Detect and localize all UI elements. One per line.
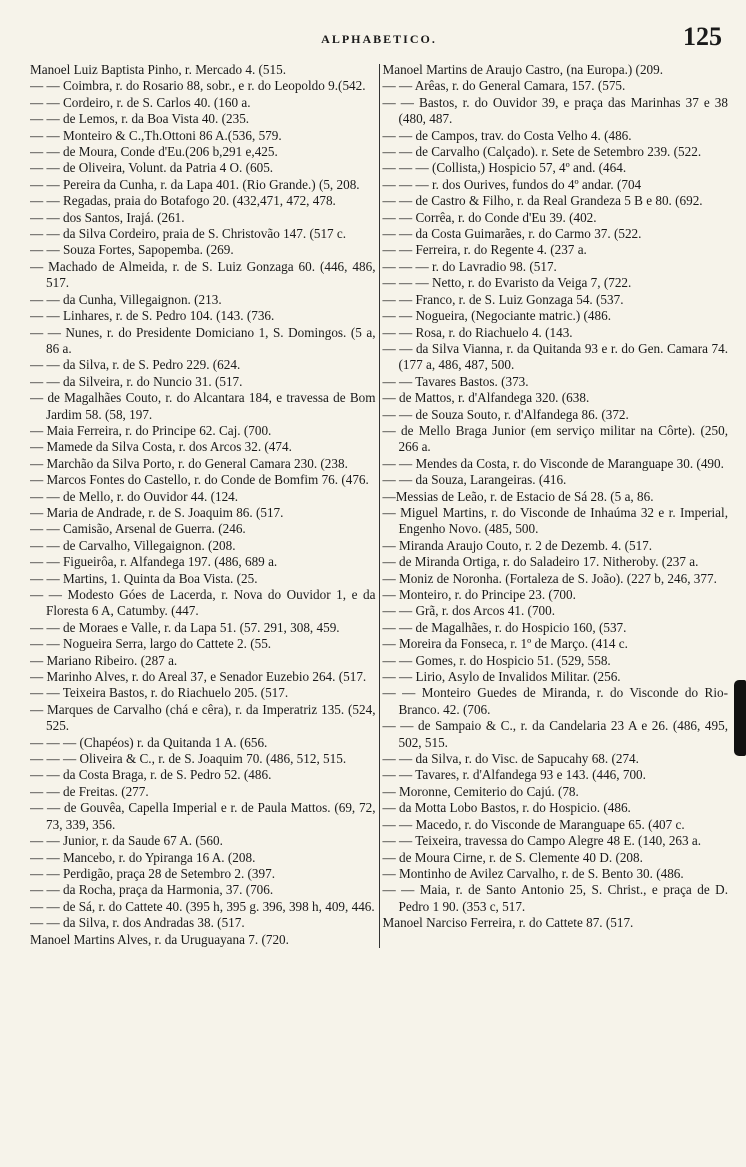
directory-entry: Manoel Luiz Baptista Pinho, r. Mercado 4. (515. <box>30 62 287 77</box>
directory-entry: Manoel Martins de Araujo Castro, (na Europa.) (209. <box>382 62 664 77</box>
directory-entry: — — da Silva Cordeiro, praia de S. Christovão 147. (517 c. <box>30 226 347 242</box>
directory-entry: — — de Castro & Filho, r. da Real Grandeza 5 B e 80. (692. <box>382 193 703 209</box>
directory-entry: — — Bastos, r. do Ouvidor 39, e praça das Marinhas 37 e 38 (480, 487. <box>382 94 728 127</box>
directory-entry: — — Monteiro & C.,Th.Ottoni 86 A.(536, 579. <box>30 127 282 143</box>
directory-entry: — — — r. do Lavradio 98. (517. <box>382 258 557 274</box>
directory-entry: — — de Campos, trav. do Costa Velho 4. (486. <box>382 127 632 143</box>
directory-entry: — — — Netto, r. do Evaristo da Veiga 7, (722. <box>382 275 632 291</box>
running-title: ALPHABETICO. <box>321 32 437 46</box>
page-number: 125 <box>683 22 722 51</box>
directory-entry: — — de Moraes e Valle, r. da Lapa 51. (57. 291, 308, 459. <box>30 619 340 635</box>
directory-entry: — — de Gouvêa, Capella Imperial e r. de Paula Mattos. (69, 72, 73, 339, 356. <box>30 800 376 832</box>
directory-entry: — — da Silva, r. dos Andradas 38. (517. <box>30 915 245 931</box>
directory-entry: — — de Magalhães, r. do Hospicio 160, (537. <box>382 619 627 635</box>
directory-entry: — — Franco, r. de S. Luiz Gonzaga 54. (537. <box>382 291 624 307</box>
directory-entry: — — — (Collista,) Hospicio 57, 4º and. (464. <box>382 160 627 176</box>
directory-entry: — de Moura Cirne, r. de S. Clemente 40 D. (208. <box>382 849 643 865</box>
directory-entry: —Messias de Leão, r. de Estacio de Sá 28. (5 a, 86. <box>382 488 654 504</box>
directory-entry: — — de Sampaio & C., r. da Candelaria 23 A e 26. (486, 495, 502, 515. <box>382 718 728 750</box>
directory-entry: — — de Carvalho (Calçado). r. Sete de Setembro 239. (522. <box>382 144 702 160</box>
directory-entry: — — da Cunha, Villegaignon. (213. <box>30 291 222 307</box>
directory-entry: — — de Lemos, r. da Boa Vista 40. (235. <box>30 111 250 127</box>
directory-entry: — — Nogueira, (Negociante matric.) (486. <box>382 308 612 324</box>
directory-entry: — — de Sá, r. do Cattete 40. (395 h, 395 g. 396, 398 h, 409, 446. <box>30 898 375 914</box>
page-edge-mark <box>734 680 746 756</box>
directory-entry: — — Monteiro Guedes de Miranda, r. do Visconde do Rio-Branco. 42. (706. <box>382 685 728 717</box>
directory-entry: — Miranda Araujo Couto, r. 2 de Dezemb. 4. (517. <box>382 537 653 553</box>
page-header <box>30 18 728 62</box>
directory-entry: — — de Oliveira, Volunt. da Patria 4 O. (605. <box>30 160 274 176</box>
directory-entry: — Marques de Carvalho (chá e cêra), r. da Imperatriz 135. (524, 525. <box>30 701 376 734</box>
directory-entry: — — Rosa, r. do Riachuelo 4. (143. <box>382 324 573 340</box>
directory-entry: — — Nunes, r. do Presidente Domiciano 1, S. Domingos. (5 a, 86 a. <box>30 324 376 356</box>
directory-entry: — — Camisão, Arsenal de Guerra. (246. <box>30 521 246 537</box>
directory-entry: — — Tavares, r. d'Alfandega 93 e 143. (446, 700. <box>382 767 646 783</box>
directory-entry: — — Regadas, praia do Botafogo 20. (432,471, 472, 478. <box>30 193 336 209</box>
directory-entry: Manoel Martins Alves, r. da Uruguayana 7. (720. <box>30 931 289 947</box>
directory-entry: — — da Costa Braga, r. de S. Pedro 52. (486. <box>30 767 272 783</box>
directory-entry: — — Mancebo, r. do Ypiranga 16 A. (208. <box>30 849 256 865</box>
directory-entry: — — Coimbra, r. do Rosario 88, sobr., e r. do Leopoldo 9.(542. <box>30 78 366 94</box>
directory-entry: — Maia Ferreira, r. do Principe 62. Caj. (700. <box>30 422 272 438</box>
directory-entry: — Machado de Almeida, r. de S. Luiz Gonzaga 60. (446, 486, 517. <box>30 258 376 291</box>
directory-entry: — Maria de Andrade, r. de S. Joaquim 86. (517. <box>30 504 284 520</box>
directory-entry: — Moniz de Noronha. (Fortaleza de S. João). (227 b, 246, 377. <box>382 570 717 586</box>
directory-entry: — Miguel Martins, r. do Visconde de Inhaúma 32 e r. Imperial, Engenho Novo. (485, 500. <box>382 504 728 537</box>
directory-entry: — — — r. dos Ourives, fundos do 4º andar. (704 <box>382 176 642 192</box>
directory-entry: — — — (Chapéos) r. da Quitanda 1 A. (656. <box>30 734 268 750</box>
directory-entry: — — Modesto Góes de Lacerda, r. Nova do Ouvidor 1, e da Floresta 6 A, Catumby. (447. <box>30 587 376 619</box>
directory-entry: — — Figueirôa, r. Alfandega 197. (486, 689 a. <box>30 554 278 570</box>
directory-entry: — — da Costa Guimarães, r. do Carmo 37. (522. <box>382 226 642 242</box>
directory-entry: — — Junior, r. da Saude 67 A. (560. <box>30 833 223 849</box>
directory-entry: — Moreira da Fonseca, r. 1º de Março. (414 c. <box>382 636 628 652</box>
directory-entry: — — Maia, r. de Santo Antonio 25, S. Christ., e praça de D. Pedro 1 90. (353 c, 517. <box>382 882 728 914</box>
directory-entry: — — Arêas, r. do General Camara, 157. (575. <box>382 78 626 94</box>
directory-entry: — — Perdigão, praça 28 de Setembro 2. (397. <box>30 865 276 881</box>
directory-entry: — — da Rocha, praça da Harmonia, 37. (706. <box>30 882 274 898</box>
directory-entry: — — da Silva, r. do Visc. de Sapucahy 68. (274. <box>382 751 639 767</box>
directory-entry: — Monteiro, r. do Principe 23. (700. <box>382 587 576 602</box>
directory-entry: — — Martins, 1. Quinta da Boa Vista. (25. <box>30 570 258 586</box>
directory-entry: — — da Silveira, r. do Nuncio 31. (517. <box>30 373 243 389</box>
directory-entry: — — Cordeiro, r. de S. Carlos 40. (160 a. <box>30 94 251 110</box>
left-column <box>30 62 379 948</box>
directory-entry: — — de Mello, r. do Ouvidor 44. (124. <box>30 488 239 504</box>
directory-entry: — — Pereira da Cunha, r. da Lapa 401. (Rio Grande.) (5, 208. <box>30 176 360 192</box>
directory-entry: — Marinho Alves, r. do Areal 37, e Senador Euzebio 264. (517. <box>30 669 367 685</box>
directory-entry: — de Mattos, r. d'Alfandega 320. (638. <box>382 390 590 406</box>
directory-entry: — — Souza Fortes, Sapopemba. (269. <box>30 242 234 258</box>
directory-entry: — — Ferreira, r. do Regente 4. (237 a. <box>382 242 587 258</box>
directory-entry: — — Corrêa, r. do Conde d'Eu 39. (402. <box>382 209 597 225</box>
directory-entry: Manoel Narciso Ferreira, r. do Cattete 87. (517. <box>382 915 634 931</box>
directory-entry: — — Teixeira Bastos, r. do Riachuelo 205. (517. <box>30 685 289 701</box>
directory-entry: — — — Oliveira & C., r. de S. Joaquim 70. (486, 512, 515. <box>30 751 347 767</box>
directory-entry: — — Lirio, Asylo de Invalidos Militar. (256. <box>382 669 621 685</box>
directory-entry: — Marcos Fontes do Castello, r. do Conde de Bomfim 76. (476. <box>30 472 369 488</box>
directory-entry: — Marchão da Silva Porto, r. do General Camara 230. (238. <box>30 455 348 471</box>
directory-entry: — — Macedo, r. do Visconde de Maranguape 65. (407 c. <box>382 816 685 832</box>
right-column <box>380 62 729 948</box>
directory-entry: — — de Carvalho, Villegaignon. (208. <box>30 537 236 553</box>
directory-entry: — — da Souza, Larangeiras. (416. <box>382 472 567 488</box>
directory-entry: — — dos Santos, Irajá. (261. <box>30 209 185 225</box>
directory-entry: — — Grã, r. dos Arcos 41. (700. <box>382 603 556 619</box>
directory-entry: — — da Silva, r. de S. Pedro 229. (624. <box>30 357 241 373</box>
directory-entry: — — Linhares, r. de S. Pedro 104. (143. (736. <box>30 308 275 324</box>
directory-entry: — Mariano Ribeiro. (287 a. <box>30 652 178 668</box>
directory-entry: — — de Souza Souto, r. d'Alfandega 86. (372. <box>382 406 629 422</box>
directory-entry: — — Nogueira Serra, largo do Cattete 2. (55. <box>30 636 272 652</box>
directory-entry: — de Magalhães Couto, r. do Alcantara 184, e travessa de Bom Jardim 58. (58, 197. <box>30 390 376 422</box>
directory-entry: — Mamede da Silva Costa, r. dos Arcos 32. (474. <box>30 439 292 455</box>
directory-entry: — — de Freitas. (277. <box>30 783 149 799</box>
directory-entry: — — Tavares Bastos. (373. <box>382 373 529 389</box>
directory-entry: — de Miranda Ortiga, r. do Saladeiro 17. Nitheroby. (237 a. <box>382 554 699 570</box>
directory-entry: — de Mello Braga Junior (em serviço militar na Côrte). (250, 266 a. <box>382 422 728 455</box>
directory-entry: — — da Silva Vianna, r. da Quitanda 93 e r. do Gen. Camara 74. (177 a, 486, 487, 500. <box>382 340 728 373</box>
two-column-body <box>30 62 728 948</box>
directory-entry: — — Teixeira, travessa do Campo Alegre 48 E. (140, 263 a. <box>382 833 702 849</box>
directory-entry: — — Mendes da Costa, r. do Visconde de Maranguape 30. (490. <box>382 455 724 471</box>
directory-entry: — — Gomes, r. do Hospicio 51. (529, 558. <box>382 652 611 668</box>
directory-entry: — da Motta Lobo Bastos, r. do Hospicio. (486. <box>382 800 631 816</box>
directory-entry: — Montinho de Avilez Carvalho, r. de S. Bento 30. (486. <box>382 865 684 881</box>
directory-entry: — — de Moura, Conde d'Eu.(206 b,291 e,425. <box>30 144 278 160</box>
directory-entry: — Moronne, Cemiterio do Cajú. (78. <box>382 783 579 799</box>
